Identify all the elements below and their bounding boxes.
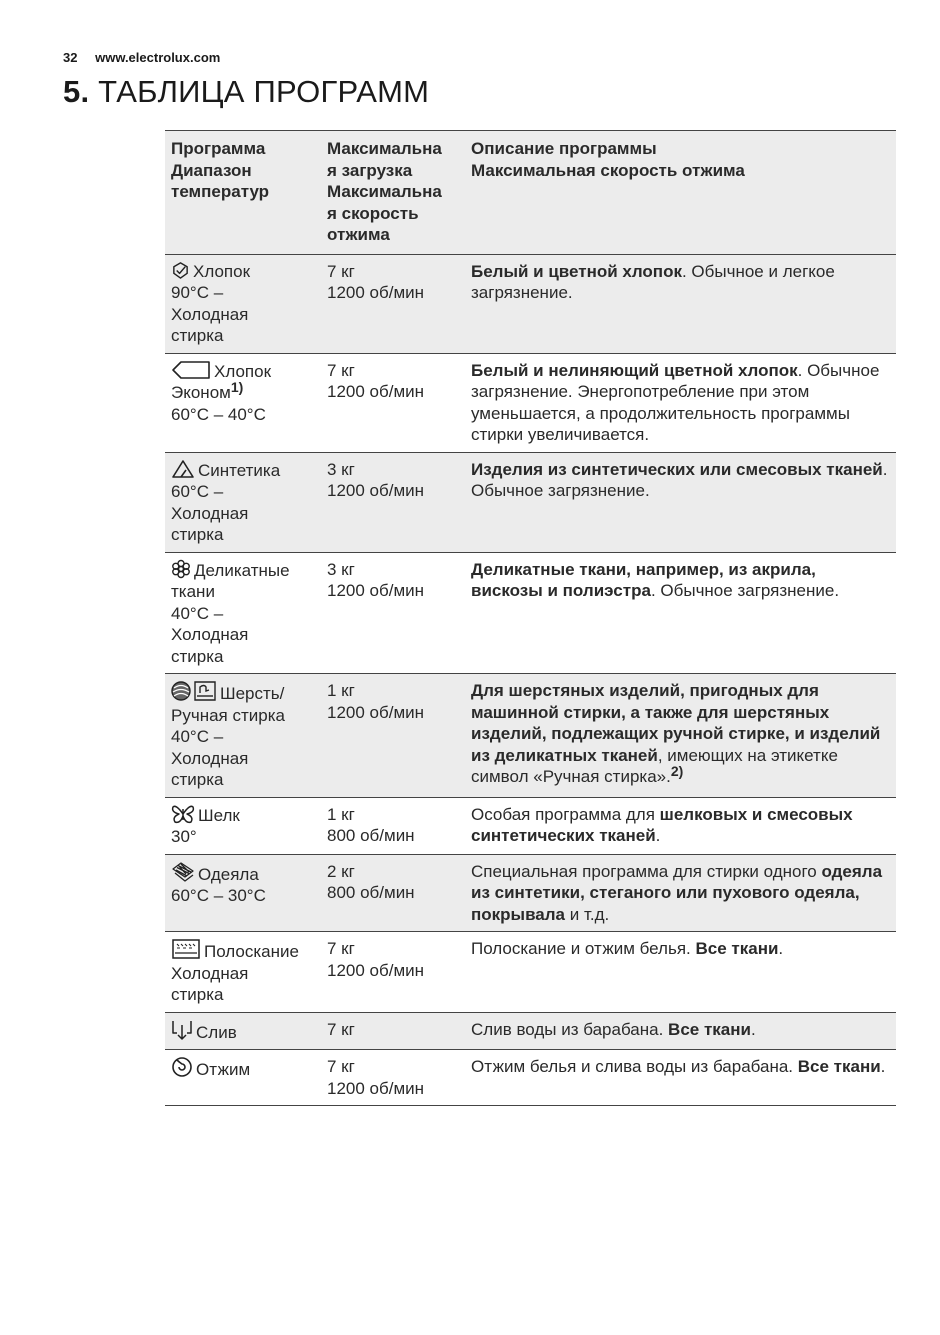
description-cell bbox=[465, 932, 896, 1013]
table-row bbox=[165, 797, 896, 854]
program-text: стирка bbox=[171, 525, 224, 544]
header-line: отжима bbox=[327, 225, 390, 244]
program-cell bbox=[165, 452, 321, 552]
max-spin-speed: 1200 об/мин bbox=[327, 382, 425, 401]
program-detail bbox=[171, 705, 315, 727]
table-row bbox=[165, 452, 896, 552]
table-row bbox=[165, 854, 896, 932]
header-line: я загрузка bbox=[327, 160, 413, 180]
max-load: 7 кг bbox=[327, 261, 355, 281]
load-cell bbox=[321, 353, 465, 452]
description-text: Специальная программа для стирки одного bbox=[471, 861, 822, 881]
program-text: 60°C – 30°C bbox=[171, 886, 266, 905]
program-text: стирка bbox=[171, 326, 224, 345]
description-text: и т.д. bbox=[565, 904, 610, 924]
program-text: Отжим bbox=[196, 1060, 251, 1079]
description-text: . Обычное загрязнение. bbox=[650, 581, 840, 600]
program-text: Деликатные bbox=[194, 560, 290, 580]
load-cell bbox=[321, 1012, 465, 1050]
silk-icon bbox=[171, 804, 195, 824]
rinse-icon bbox=[171, 938, 201, 960]
program-text: стирка bbox=[171, 770, 224, 789]
program-name bbox=[171, 861, 315, 886]
description-bold: шелковых и смесовых синтетических тканей bbox=[471, 804, 853, 845]
description-bold: Белый и нелиняющий цветной хлопок bbox=[471, 360, 798, 380]
program-text: 60°C – 40°C bbox=[171, 404, 266, 424]
description-bold: Белый и цветной хлопок bbox=[471, 261, 682, 281]
program-name bbox=[171, 459, 315, 482]
max-load: 3 кг bbox=[327, 559, 355, 579]
footnote-marker[interactable]: 2) bbox=[670, 763, 684, 779]
program-text: Слив bbox=[196, 1022, 237, 1042]
program-detail bbox=[171, 826, 315, 848]
load-cell bbox=[321, 854, 465, 932]
description-cell bbox=[465, 1012, 896, 1050]
program-text: стирка bbox=[171, 646, 224, 666]
program-name bbox=[171, 804, 315, 827]
description-cell bbox=[465, 1050, 896, 1106]
program-text: Холодная bbox=[171, 304, 249, 324]
max-spin-speed: 800 об/мин bbox=[327, 826, 415, 845]
description-text: . bbox=[880, 1057, 886, 1076]
description-text: . Обычное и легкое загрязнение. bbox=[471, 261, 835, 302]
duvet-icon bbox=[171, 861, 195, 883]
program-detail bbox=[171, 885, 315, 907]
load-cell bbox=[321, 932, 465, 1013]
table-row bbox=[165, 254, 896, 353]
program-text: Полоскание bbox=[204, 942, 299, 961]
description-text: . bbox=[655, 826, 661, 845]
description-text: , имеющих на этикетке символ «Ручная стирка». bbox=[471, 745, 838, 786]
program-text: Холодная bbox=[171, 963, 249, 983]
max-spin-speed: 1200 об/мин bbox=[327, 960, 425, 980]
header-description bbox=[465, 131, 896, 255]
program-detail bbox=[171, 748, 315, 770]
header-load bbox=[321, 131, 465, 255]
max-spin-speed: 1200 об/мин bbox=[327, 702, 425, 722]
description-text: . bbox=[778, 939, 784, 958]
description-cell bbox=[465, 674, 896, 798]
program-cell bbox=[165, 854, 321, 932]
description-bold: Деликатные ткани, например, из акрила, вискозы и полиэстра bbox=[471, 559, 816, 600]
program-detail bbox=[171, 304, 315, 326]
load-cell bbox=[321, 552, 465, 674]
description-bold: одеяла из синтетики, стеганого или пухового одеяла, покрывала bbox=[471, 861, 883, 924]
program-detail bbox=[171, 624, 315, 646]
programs-table bbox=[165, 130, 896, 1106]
program-name bbox=[171, 261, 315, 283]
cotton-eco-icon bbox=[171, 360, 211, 380]
synthetics-icon bbox=[171, 459, 195, 479]
header-line: Программа bbox=[171, 139, 266, 158]
program-name bbox=[171, 559, 315, 582]
load-cell bbox=[321, 1050, 465, 1106]
description-cell bbox=[465, 797, 896, 854]
max-spin-speed: 1200 об/мин bbox=[327, 581, 425, 600]
max-spin-speed: 800 об/мин bbox=[327, 883, 415, 902]
max-load: 7 кг bbox=[327, 939, 355, 958]
program-text: 40°C – bbox=[171, 727, 224, 746]
program-cell bbox=[165, 674, 321, 798]
description-bold: Для шерстяных изделий, пригодных для машинной стирки, а также для шерстяных изделий, подлежащих ручной стирке, и изделий из деликатных тканей bbox=[471, 681, 881, 765]
max-load: 1 кг bbox=[327, 804, 355, 824]
wool-handwash-icon bbox=[171, 680, 217, 702]
table-row bbox=[165, 552, 896, 674]
page-header bbox=[63, 50, 220, 65]
table-row bbox=[165, 932, 896, 1013]
spin-icon bbox=[171, 1056, 193, 1078]
program-detail bbox=[171, 325, 315, 347]
program-cell bbox=[165, 254, 321, 353]
program-text: 60°C – bbox=[171, 482, 224, 501]
page-number: 32 bbox=[63, 50, 78, 65]
program-name bbox=[171, 1019, 315, 1044]
max-load: 7 кг bbox=[327, 360, 355, 380]
description-cell bbox=[465, 353, 896, 452]
program-text: стирка bbox=[171, 985, 224, 1004]
footnote-marker[interactable]: 1) bbox=[230, 379, 244, 395]
program-text: Шерсть/ bbox=[220, 684, 285, 703]
load-cell bbox=[321, 797, 465, 854]
program-detail bbox=[171, 282, 315, 304]
program-detail bbox=[171, 769, 315, 791]
header-line: Максимальна bbox=[327, 139, 442, 158]
program-cell bbox=[165, 932, 321, 1013]
description-cell bbox=[465, 452, 896, 552]
program-text: Одеяла bbox=[198, 864, 259, 884]
program-text: Синтетика bbox=[198, 460, 281, 480]
header-program bbox=[165, 131, 321, 255]
program-detail bbox=[171, 404, 315, 426]
max-load: 7 кг bbox=[327, 1057, 355, 1076]
program-detail bbox=[171, 379, 315, 404]
table-row bbox=[165, 1050, 896, 1106]
program-name bbox=[171, 680, 315, 705]
program-name bbox=[171, 938, 315, 963]
description-text: . bbox=[750, 1019, 756, 1039]
table-row bbox=[165, 674, 896, 798]
section-number: 5. bbox=[63, 74, 90, 109]
max-load: 1 кг bbox=[327, 681, 355, 700]
program-detail bbox=[171, 503, 315, 525]
table-header-row bbox=[165, 131, 896, 255]
section-title-text: ТАБЛИЦА ПРОГРАММ bbox=[98, 74, 430, 109]
program-text: Эконом bbox=[171, 383, 231, 402]
description-text: Полоскание и отжим белья. bbox=[471, 939, 696, 958]
program-detail bbox=[171, 984, 315, 1006]
description-text: Отжим белья и слива воды из барабана. bbox=[471, 1057, 798, 1076]
description-cell bbox=[465, 254, 896, 353]
program-detail bbox=[171, 963, 315, 985]
program-text: Холодная bbox=[171, 503, 249, 523]
program-cell bbox=[165, 552, 321, 674]
delicates-icon bbox=[171, 559, 191, 579]
program-cell bbox=[165, 797, 321, 854]
program-text: Хлопок bbox=[193, 261, 251, 281]
description-bold: Все ткани bbox=[797, 1057, 881, 1076]
program-text: Хлопок bbox=[214, 361, 272, 381]
program-cell bbox=[165, 1050, 321, 1106]
program-name bbox=[171, 1056, 315, 1081]
header-line: Максимальна bbox=[327, 182, 442, 201]
program-text: 90°C – bbox=[171, 283, 224, 302]
max-load: 7 кг bbox=[327, 1019, 355, 1039]
max-spin-speed: 1200 об/мин bbox=[327, 481, 425, 500]
load-cell bbox=[321, 674, 465, 798]
description-text: . Обычное загрязнение. bbox=[471, 459, 888, 500]
load-cell bbox=[321, 254, 465, 353]
program-detail bbox=[171, 726, 315, 748]
description-bold: Все ткани bbox=[668, 1019, 751, 1039]
program-cell bbox=[165, 353, 321, 452]
description-text: Слив воды из барабана. bbox=[471, 1019, 669, 1039]
program-cell bbox=[165, 1012, 321, 1050]
description-text: Особая программа для bbox=[471, 804, 660, 824]
header-line: температур bbox=[171, 182, 270, 201]
program-detail bbox=[171, 603, 315, 625]
cotton-icon bbox=[171, 261, 190, 280]
max-spin-speed: 1200 об/мин bbox=[327, 1078, 425, 1098]
program-text: ткани bbox=[171, 582, 215, 601]
program-text: Шелк bbox=[198, 805, 240, 825]
program-detail bbox=[171, 646, 315, 668]
program-text: 30° bbox=[171, 827, 197, 846]
program-text: Ручная стирка bbox=[171, 705, 285, 725]
section-title bbox=[63, 74, 429, 110]
program-text: Холодная bbox=[171, 748, 249, 768]
description-bold: Все ткани bbox=[695, 939, 779, 958]
max-load: 3 кг bbox=[327, 459, 355, 479]
header-line: Описание программы bbox=[471, 139, 657, 158]
description-cell bbox=[465, 854, 896, 932]
table-row bbox=[165, 353, 896, 452]
program-detail bbox=[171, 481, 315, 503]
table-row bbox=[165, 1012, 896, 1050]
load-cell bbox=[321, 452, 465, 552]
program-detail bbox=[171, 524, 315, 546]
drain-icon bbox=[171, 1019, 193, 1041]
header-line: Диапазон bbox=[171, 160, 252, 180]
site-url[interactable]: www.electrolux.com bbox=[95, 50, 221, 65]
description-text: . Обычное загрязнение. Энергопотребление при этом уменьшается, а продолжительность программы стирки увеличивается. bbox=[471, 360, 880, 444]
description-bold: Изделия из синтетических или смесовых тканей bbox=[471, 459, 883, 479]
program-text: 40°C – bbox=[171, 603, 224, 623]
program-detail bbox=[171, 581, 315, 603]
header-line: Максимальная скорость отжима bbox=[471, 160, 745, 180]
description-cell bbox=[465, 552, 896, 674]
max-spin-speed: 1200 об/мин bbox=[327, 283, 425, 302]
max-load: 2 кг bbox=[327, 861, 355, 881]
header-line: я скорость bbox=[327, 203, 419, 223]
program-text: Холодная bbox=[171, 625, 249, 644]
